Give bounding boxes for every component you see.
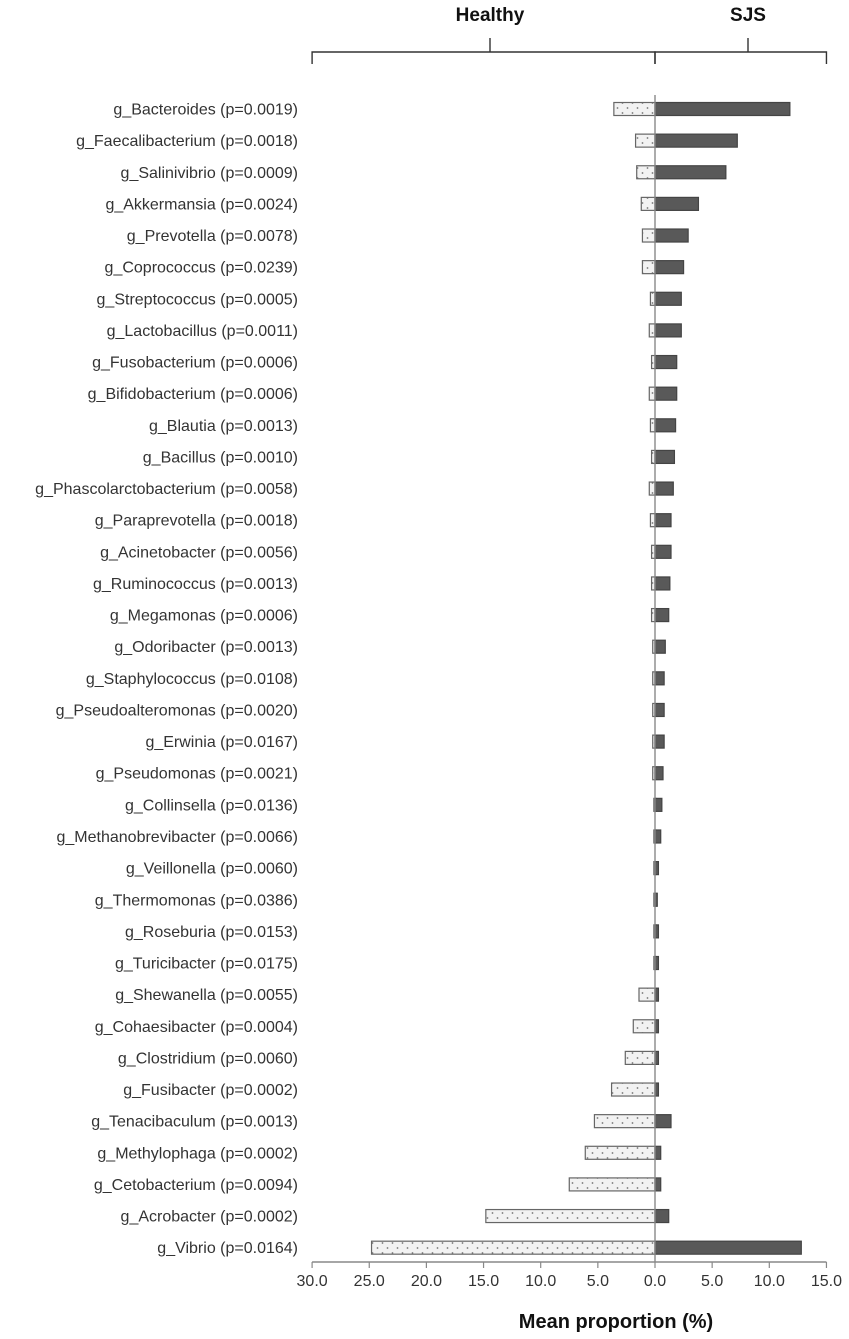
- category-label: g_Lactobacillus (p=0.0011): [106, 322, 298, 340]
- x-tick-label: 0.0: [643, 1273, 667, 1290]
- category-label: g_Salinivibrio (p=0.0009): [120, 164, 298, 182]
- bar-healthy: [649, 387, 655, 400]
- x-tick-label: 15.0: [467, 1273, 500, 1290]
- bar-healthy: [614, 103, 655, 116]
- bar-sjs: [655, 830, 661, 843]
- bar-sjs: [655, 419, 676, 432]
- bar-healthy: [641, 197, 655, 210]
- bar-healthy: [594, 1115, 655, 1128]
- bar-sjs: [655, 577, 670, 590]
- bar-healthy: [633, 1020, 655, 1033]
- bar-sjs: [655, 387, 677, 400]
- bar-sjs: [655, 1241, 801, 1254]
- bars-layer: [372, 103, 802, 1255]
- bar-sjs: [655, 514, 671, 527]
- bracket-healthy: [312, 38, 655, 64]
- bar-sjs: [655, 609, 669, 622]
- category-label: g_Ruminococcus (p=0.0013): [92, 575, 298, 593]
- bar-sjs: [655, 482, 673, 495]
- category-label: g_Clostridium (p=0.0060): [117, 1050, 298, 1068]
- bar-sjs: [655, 261, 684, 274]
- x-tick-label: 10.0: [753, 1273, 785, 1290]
- category-label: g_Veillonella (p=0.0060): [125, 860, 298, 878]
- bar-sjs: [655, 292, 681, 305]
- bar-healthy: [649, 482, 655, 495]
- x-tick-label: 5.0: [701, 1273, 724, 1290]
- category-label: g_Erwinia (p=0.0167): [145, 734, 298, 752]
- category-label: g_Staphylococcus (p=0.0108): [85, 670, 298, 688]
- category-label: g_Pseudoalteromonas (p=0.0020): [55, 702, 298, 720]
- bar-healthy: [585, 1146, 655, 1159]
- category-label: g_Tenacibaculum (p=0.0013): [91, 1113, 298, 1131]
- category-label: g_Megamonas (p=0.0006): [109, 607, 298, 625]
- bar-sjs: [655, 450, 674, 463]
- category-label: g_Collinsella (p=0.0136): [125, 797, 298, 815]
- category-label: g_Shewanella (p=0.0055): [115, 987, 298, 1005]
- x-tick-label: 30.0: [296, 1273, 328, 1290]
- category-label: g_Coprococcus (p=0.0239): [104, 259, 298, 277]
- bar-sjs: [655, 166, 726, 179]
- bar-healthy: [486, 1210, 655, 1223]
- category-label: g_Blautia (p=0.0013): [149, 417, 298, 435]
- bar-healthy: [649, 324, 655, 337]
- category-label: g_Bacillus (p=0.0010): [142, 449, 298, 467]
- x-tick-label: 20.0: [410, 1273, 442, 1290]
- bar-healthy: [612, 1083, 655, 1096]
- bar-healthy: [637, 166, 655, 179]
- bar-healthy: [636, 134, 655, 147]
- bar-healthy: [642, 229, 655, 242]
- category-label: g_Akkermansia (p=0.0024): [105, 196, 298, 214]
- bar-sjs: [655, 640, 665, 653]
- x-axis: [297, 95, 843, 1290]
- category-label: g_Bacteroides (p=0.0019): [113, 101, 298, 119]
- category-label: g_Cohaesibacter (p=0.0004): [94, 1018, 298, 1036]
- bar-sjs: [655, 134, 737, 147]
- bar-sjs: [655, 735, 664, 748]
- bar-sjs: [655, 1146, 661, 1159]
- x-tick-label: 15.0: [810, 1273, 843, 1290]
- bar-sjs: [655, 672, 664, 685]
- category-label: g_Acinetobacter (p=0.0056): [100, 544, 298, 562]
- category-label: g_Pseudomonas (p=0.0021): [95, 765, 298, 783]
- group-brackets: [312, 38, 826, 64]
- category-label: g_Roseburia (p=0.0153): [124, 923, 298, 941]
- category-label: g_Vibrio (p=0.0164): [157, 1240, 298, 1258]
- bar-sjs: [655, 1178, 661, 1191]
- bar-sjs: [655, 545, 671, 558]
- bar-sjs: [655, 103, 790, 116]
- bar-sjs: [655, 1115, 671, 1128]
- category-label: g_Methanobrevibacter (p=0.0066): [56, 828, 298, 846]
- category-label: g_Bifidobacterium (p=0.0006): [87, 386, 298, 404]
- bar-healthy: [372, 1241, 655, 1254]
- bar-healthy: [642, 261, 655, 274]
- category-label: g_Prevotella (p=0.0078): [126, 228, 298, 246]
- x-tick-label: 25.0: [353, 1273, 385, 1290]
- category-label: g_Paraprevotella (p=0.0018): [94, 512, 298, 530]
- category-label: g_Streptococcus (p=0.0005): [96, 291, 298, 309]
- x-tick-label: 5.0: [586, 1273, 609, 1290]
- category-label: g_Acrobacter (p=0.0002): [120, 1208, 298, 1226]
- bracket-sjs: [655, 38, 826, 64]
- category-label: g_Odoribacter (p=0.0013): [114, 639, 298, 657]
- bar-sjs: [655, 1210, 669, 1223]
- x-tick-label: 10.0: [525, 1273, 557, 1290]
- bar-healthy: [639, 988, 655, 1001]
- x-axis-title: Mean proportion (%): [518, 1311, 714, 1333]
- bar-sjs: [655, 356, 677, 369]
- bar-sjs: [655, 767, 663, 780]
- category-labels: [35, 102, 298, 1258]
- bar-healthy: [625, 1051, 655, 1064]
- group-label-healthy: Healthy: [455, 5, 525, 26]
- category-label: g_Turicibacter (p=0.0175): [114, 955, 298, 973]
- bar-sjs: [655, 798, 662, 811]
- category-label: g_Phascolarctobacterium (p=0.0058): [35, 481, 298, 499]
- group-label-sjs: SJS: [730, 5, 766, 26]
- bar-sjs: [655, 197, 698, 210]
- category-label: g_Fusobacterium (p=0.0006): [92, 354, 298, 372]
- category-label: g_Faecalibacterium (p=0.0018): [76, 133, 298, 151]
- category-label: g_Thermomonas (p=0.0386): [94, 892, 298, 910]
- bar-healthy: [569, 1178, 655, 1191]
- bar-sjs: [655, 703, 664, 716]
- category-label: g_Cetobacterium (p=0.0094): [93, 1176, 298, 1194]
- bar-sjs: [655, 229, 688, 242]
- category-label: g_Fusibacter (p=0.0002): [123, 1082, 298, 1100]
- bar-sjs: [655, 324, 681, 337]
- category-label: g_Methylophaga (p=0.0002): [97, 1145, 298, 1163]
